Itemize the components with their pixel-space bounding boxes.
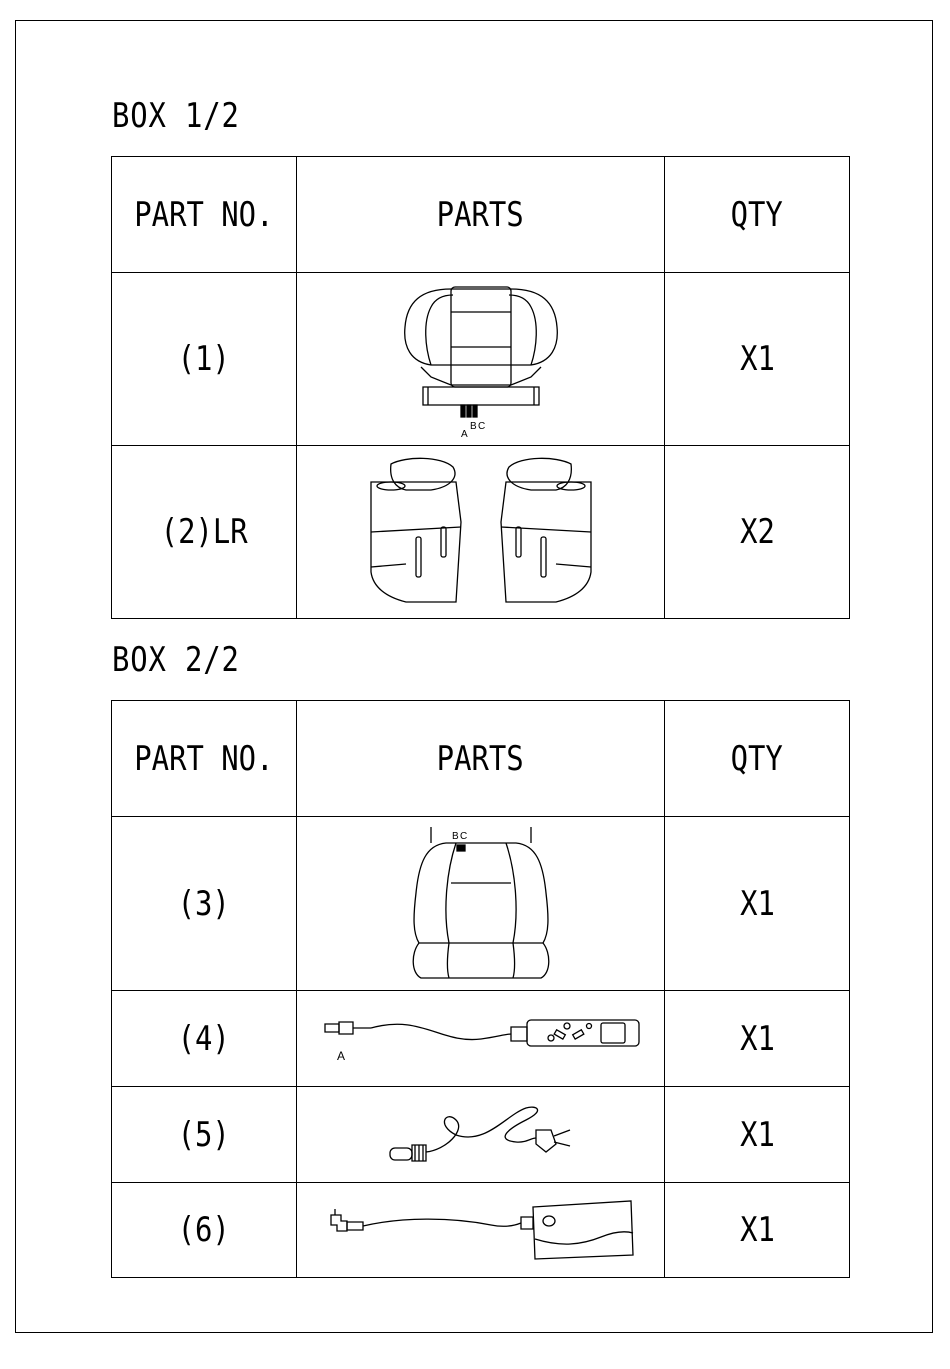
svg-text:C: C (459, 830, 467, 842)
part-illustration (297, 1183, 665, 1278)
armrests-icon (361, 452, 601, 612)
svg-text:B: B (451, 830, 459, 842)
part-illustration (297, 1087, 665, 1183)
table-row (112, 991, 850, 1087)
part-qty: X1 (665, 817, 850, 991)
power-cord-icon (386, 1100, 576, 1170)
header-parts: PARTS (297, 701, 665, 817)
part-qty: X1 (665, 1087, 850, 1183)
box1-title: BOX 1/2 (112, 96, 240, 136)
part-illustration (297, 446, 665, 619)
table-row (112, 273, 850, 446)
table-header-row (112, 157, 850, 273)
header-parts: PARTS (297, 157, 665, 273)
seat-cushion-icon (401, 823, 561, 985)
part-number: (1) (112, 273, 297, 446)
box2-title: BOX 2/2 (112, 640, 240, 680)
svg-text:A: A (460, 428, 468, 440)
part-qty: X2 (665, 446, 850, 619)
header-part-no: PART NO. (112, 157, 297, 273)
part-illustration (297, 817, 665, 991)
part-number: (2)LR (112, 446, 297, 619)
table-row (112, 1087, 850, 1183)
box1-table (111, 156, 850, 619)
seat-backrest-icon (391, 277, 571, 442)
part-illustration (297, 273, 665, 446)
part-number: (4) (112, 991, 297, 1087)
part-qty: X1 (665, 1183, 850, 1278)
header-qty: QTY (665, 157, 850, 273)
svg-text:A: A (336, 1048, 345, 1063)
part-qty: X1 (665, 273, 850, 446)
part-number: (3) (112, 817, 297, 991)
table-header-row (112, 701, 850, 817)
part-illustration (297, 991, 665, 1087)
box2-table (111, 700, 850, 1278)
header-qty: QTY (665, 701, 850, 817)
part-number: (5) (112, 1087, 297, 1183)
table-row (112, 1183, 850, 1278)
table-row (112, 817, 850, 991)
svg-text:C: C (477, 420, 485, 432)
part-qty: X1 (665, 991, 850, 1087)
part-number: (6) (112, 1183, 297, 1278)
hand-remote-icon (321, 1014, 641, 1064)
table-row (112, 446, 850, 619)
power-adapter-icon (321, 1195, 641, 1265)
svg-text:B: B (469, 420, 477, 432)
header-part-no: PART NO. (112, 701, 297, 817)
